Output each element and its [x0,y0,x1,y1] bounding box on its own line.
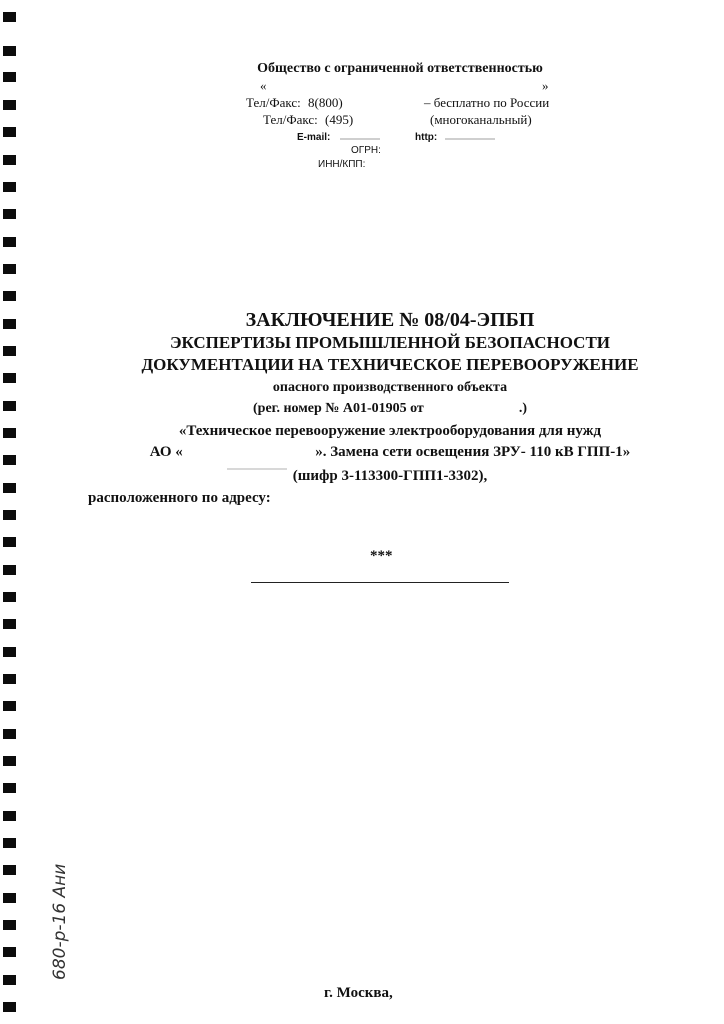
binding-hole [3,346,16,356]
binding-hole [3,428,16,438]
redacted-email [340,138,380,140]
binding-hole [3,1002,16,1012]
binding-hole [3,893,16,903]
binding-hole [3,783,16,793]
title-line-6: «Техническое перевооружение электрооборудования для нужд [178,423,602,439]
binding-hole [3,209,16,219]
title-line-2: ЭКСПЕРТИЗЫ ПРОМЫШЛЕННОЙ БЕЗОПАСНОСТИ [169,333,611,352]
title-line-3: ДОКУМЕНТАЦИИ НА ТЕХНИЧЕСКОЕ ПЕРЕВООРУЖЕНИЕ [141,355,639,374]
city: г. Москва, [324,985,393,1001]
phone1-value: 8(800) [307,95,343,110]
email-label: E-mail: [297,132,331,143]
project-cipher: (шифр 3-113300-ГПП1-3302), [292,468,488,484]
binding-hole [3,947,16,957]
binding-strip [0,0,22,1024]
binding-hole [3,920,16,930]
binding-hole [3,647,16,657]
reg-number-end: .) [518,401,527,416]
binding-hole [3,865,16,875]
redacted-url [445,138,495,140]
binding-hole [3,674,16,684]
binding-hole [3,182,16,192]
binding-hole [3,811,16,821]
phone2-label: Тел/Факс: [263,112,318,127]
ogrn-label: ОГРН: [351,145,381,156]
binding-hole [3,592,16,602]
binding-hole [3,12,16,22]
binding-hole [3,46,16,56]
binding-hole [3,401,16,411]
reg-number-text: (рег. номер № А01-01905 от [253,401,424,416]
title-line-4: опасного производственного объекта [272,380,508,395]
phone1-note: – бесплатно по России [424,95,550,110]
binding-hole [3,975,16,985]
binding-hole [3,100,16,110]
company-prefix: АО « [149,444,183,460]
binding-hole [3,127,16,137]
org-type: Общество с ограниченной ответственностью [257,61,543,76]
handwritten-note: 680-р-16 Ани [50,863,70,980]
quote-open: « [260,78,267,93]
binding-hole [3,483,16,493]
binding-hole [3,373,16,383]
binding-hole [3,72,16,82]
address-underline [251,582,509,583]
binding-hole [3,291,16,301]
http-label: http: [415,132,438,143]
binding-hole [3,319,16,329]
inn-label: ИНН/КПП: [318,159,366,170]
binding-hole [3,756,16,766]
binding-hole [3,264,16,274]
binding-hole [3,565,16,575]
separator-stars: *** [370,548,393,564]
binding-hole [3,455,16,465]
phone2-note: (многоканальный) [430,112,532,127]
binding-hole [3,537,16,547]
project-description: ». Замена сети освещения ЗРУ- 110 кВ ГПП-1» [315,444,631,460]
binding-hole [3,701,16,711]
conclusion-title: ЗАКЛЮЧЕНИЕ № 08/04-ЭПБП [245,309,535,331]
binding-hole [3,619,16,629]
title-line-7 [70,444,710,461]
phone2-value: (495) [324,112,354,127]
binding-hole [3,237,16,247]
address-label: расположенного по адресу: [88,490,271,506]
phone1-label: Тел/Факс: [246,95,301,110]
binding-hole [3,155,16,165]
binding-hole [3,510,16,520]
binding-hole [3,729,16,739]
quote-close: » [542,78,549,93]
title-line-5 [70,401,710,417]
phone-row-2 [263,112,353,127]
binding-hole [3,838,16,848]
phone-row-1 [246,95,343,110]
